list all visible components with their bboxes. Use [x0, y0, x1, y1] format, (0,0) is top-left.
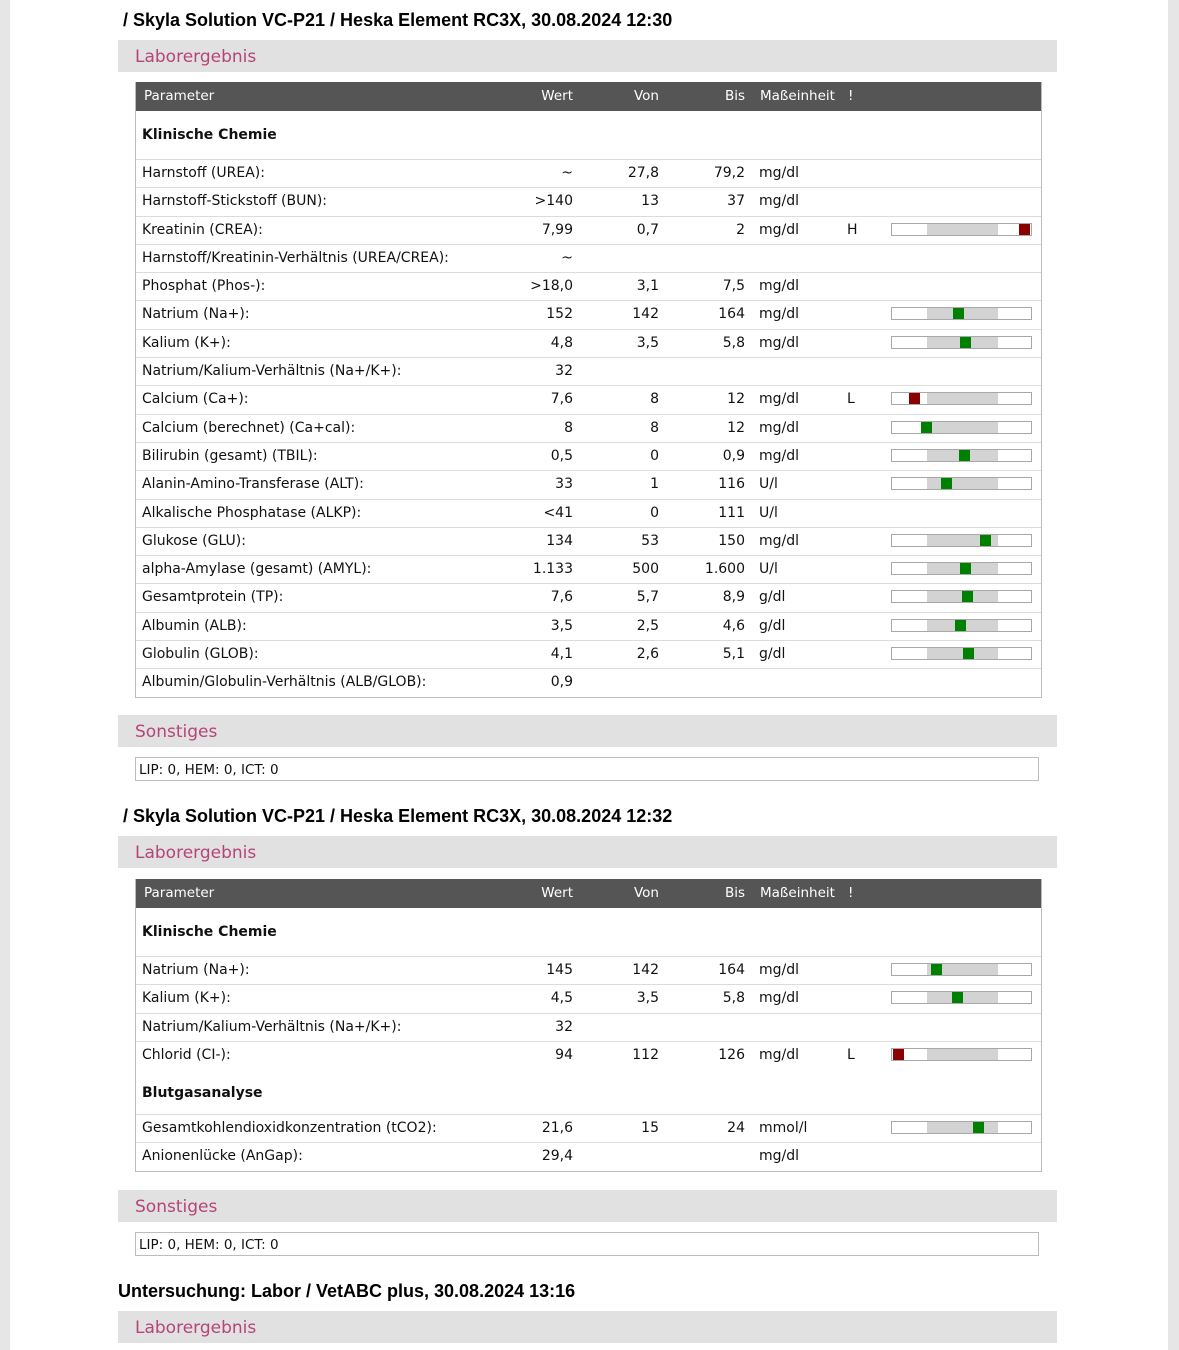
- range-min-cell: 8: [650, 391, 659, 408]
- header-parameter: Parameter: [144, 885, 215, 901]
- table-row: [136, 330, 1041, 358]
- table-row: [136, 641, 1041, 669]
- value-cell: 145: [546, 962, 573, 978]
- table-row: [136, 217, 1041, 245]
- table-row: [136, 301, 1041, 329]
- value-cell: 32: [555, 363, 573, 380]
- range-max-cell: 7,5: [722, 278, 745, 295]
- unit-cell: mg/dl: [759, 221, 800, 238]
- value-cell: 1.133: [532, 561, 573, 578]
- rows-container: [136, 1115, 1041, 1171]
- parameter-name: Calcium (Ca+):: [142, 391, 249, 408]
- value-cell: <41: [543, 504, 573, 521]
- other-info-text: LIP: 0, HEM: 0, ICT: 0: [139, 1237, 279, 1253]
- header-flag: !: [848, 88, 854, 104]
- unit-cell: mg/dl: [759, 1148, 800, 1165]
- value-cell: 3,5: [550, 617, 573, 634]
- range-indicator: [891, 392, 1032, 405]
- unit-cell: U/l: [759, 504, 778, 521]
- range-min-cell: 3,1: [636, 278, 659, 295]
- range-indicator: [891, 223, 1032, 236]
- value-cell: 7,99: [541, 221, 573, 238]
- table-row: [136, 669, 1041, 696]
- range-min-cell: 15: [641, 1120, 659, 1137]
- range-max-cell: 5,8: [722, 334, 745, 351]
- unit-cell: mg/dl: [759, 419, 800, 436]
- normal-range-band: [927, 224, 998, 235]
- table-row: [136, 245, 1041, 273]
- flag-cell: L: [847, 1046, 855, 1063]
- table-row: [136, 443, 1041, 471]
- parameter-name: Glukose (GLU):: [142, 532, 246, 549]
- parameter-name: Gesamtkohlendioxidkonzentration (tCO2):: [142, 1120, 437, 1137]
- flag-cell: L: [847, 391, 855, 408]
- section-header-laborergebnis: [118, 1311, 1057, 1343]
- range-indicator: [891, 449, 1032, 462]
- range-max-cell: 12: [727, 419, 745, 436]
- range-max-cell: 4,6: [722, 617, 745, 634]
- range-min-cell: 0,7: [636, 221, 659, 238]
- report-page: [10, 0, 1168, 1350]
- header-bis: Bis: [724, 885, 745, 901]
- value-cell: 134: [546, 532, 573, 549]
- value-marker: [952, 992, 963, 1003]
- header-unit: Maßeinheit: [760, 88, 835, 104]
- parameter-name: Harnstoff (UREA):: [142, 165, 265, 181]
- results-table: [135, 879, 1042, 1172]
- parameter-name: Natrium (Na+):: [142, 306, 250, 323]
- unit-cell: g/dl: [759, 646, 786, 663]
- range-indicator: [891, 562, 1032, 575]
- section-title: Sonstiges: [135, 722, 218, 742]
- value-cell: 29,4: [541, 1148, 573, 1165]
- value-cell: 4,5: [550, 990, 573, 1007]
- other-info-box: [135, 757, 1039, 781]
- value-marker: [973, 1122, 984, 1133]
- header-wert: Wert: [541, 88, 573, 104]
- range-min-cell: 3,5: [636, 334, 659, 351]
- value-cell: ~: [561, 249, 573, 266]
- range-indicator: [891, 963, 1032, 976]
- section-header-laborergebnis: [118, 40, 1057, 72]
- group-title: Klinische Chemie: [142, 924, 277, 940]
- header-parameter: Parameter: [144, 88, 215, 104]
- range-indicator: [891, 991, 1032, 1004]
- section-title: Laborergebnis: [135, 47, 257, 67]
- range-min-cell: 0: [650, 504, 659, 521]
- parameter-name: Phosphat (Phos-):: [142, 278, 266, 295]
- parameter-name: Globulin (GLOB):: [142, 646, 259, 663]
- range-max-cell: 1.600: [704, 561, 745, 578]
- parameter-name: Albumin/Globulin-Verhältnis (ALB/GLOB):: [142, 674, 427, 691]
- header-flag: !: [848, 885, 854, 901]
- value-cell: >140: [534, 193, 573, 210]
- value-marker: [962, 591, 973, 602]
- value-marker: [1019, 224, 1030, 235]
- range-indicator: [891, 1048, 1032, 1061]
- unit-cell: mg/dl: [759, 391, 800, 408]
- parameter-name: Albumin (ALB):: [142, 617, 247, 634]
- unit-cell: g/dl: [759, 589, 786, 606]
- value-marker: [953, 308, 964, 319]
- parameter-name: Natrium (Na+):: [142, 962, 250, 978]
- normal-range-band: [927, 393, 998, 404]
- value-cell: 152: [546, 306, 573, 323]
- table-row: [136, 1014, 1041, 1042]
- exam-title: Untersuchung: Labor / VetABC plus, 30.08.2024 13:16: [118, 1281, 576, 1301]
- parameter-name: Gesamtprotein (TP):: [142, 589, 284, 606]
- table-row: [136, 500, 1041, 528]
- exam-title: / Skyla Solution VC-P21 / Heska Element RC3X, 30.08.2024 12:32: [123, 806, 673, 826]
- range-max-cell: 164: [718, 306, 745, 323]
- range-max-cell: 150: [718, 532, 745, 549]
- value-cell: 21,6: [541, 1120, 573, 1137]
- unit-cell: U/l: [759, 561, 778, 578]
- range-indicator: [891, 619, 1032, 632]
- range-indicator: [891, 534, 1032, 547]
- normal-range-band: [927, 478, 998, 489]
- range-min-cell: 3,5: [636, 990, 659, 1007]
- unit-cell: mg/dl: [759, 193, 800, 210]
- unit-cell: mg/dl: [759, 165, 800, 181]
- unit-cell: mg/dl: [759, 306, 800, 323]
- table-header: [136, 82, 1041, 111]
- value-cell: 4,1: [550, 646, 573, 663]
- range-max-cell: 24: [727, 1120, 745, 1137]
- flag-cell: H: [847, 221, 858, 238]
- section-title: Laborergebnis: [135, 843, 257, 863]
- parameter-name: Harnstoff-Stickstoff (BUN):: [142, 193, 328, 210]
- table-row: [136, 1115, 1041, 1143]
- value-marker: [909, 393, 920, 404]
- results-table: [135, 82, 1042, 698]
- value-marker: [955, 620, 966, 631]
- range-min-cell: 1: [650, 476, 659, 493]
- normal-range-band: [927, 1049, 998, 1060]
- parameter-name: Harnstoff/Kreatinin-Verhältnis (UREA/CREA):: [142, 249, 449, 266]
- table-row: [136, 160, 1041, 188]
- parameter-name: Alkalische Phosphatase (ALKP):: [142, 504, 362, 521]
- range-min-cell: 142: [632, 962, 659, 978]
- section-title: Sonstiges: [135, 1197, 218, 1217]
- range-max-cell: 164: [718, 962, 745, 978]
- range-max-cell: 5,1: [722, 646, 745, 663]
- range-min-cell: 500: [632, 561, 659, 578]
- range-indicator: [891, 336, 1032, 349]
- parameter-name: Natrium/Kalium-Verhältnis (Na+/K+):: [142, 363, 402, 380]
- value-marker: [893, 1049, 904, 1060]
- exam-title: / Skyla Solution VC-P21 / Heska Element RC3X, 30.08.2024 12:30: [123, 10, 673, 30]
- range-min-cell: 5,7: [636, 589, 659, 606]
- table-row: [136, 273, 1041, 301]
- table-row: [136, 1143, 1041, 1170]
- table-row: [136, 358, 1041, 386]
- range-min-cell: 27,8: [627, 165, 659, 181]
- table-row: [136, 188, 1041, 216]
- section-title: Laborergebnis: [135, 1318, 257, 1338]
- parameter-name: Chlorid (CI-):: [142, 1046, 231, 1063]
- table-row: [136, 386, 1041, 414]
- value-marker: [959, 450, 970, 461]
- parameter-name: alpha-Amylase (gesamt) (AMYL):: [142, 561, 372, 578]
- range-max-cell: 5,8: [722, 990, 745, 1007]
- value-cell: 0,9: [550, 674, 573, 691]
- table-row: [136, 584, 1041, 612]
- value-marker: [963, 648, 974, 659]
- parameter-name: Kreatinin (CREA):: [142, 221, 263, 238]
- table-row: [136, 957, 1041, 985]
- other-info-text: LIP: 0, HEM: 0, ICT: 0: [139, 762, 279, 778]
- value-cell: 7,6: [550, 589, 573, 606]
- range-min-cell: 53: [641, 532, 659, 549]
- unit-cell: mg/dl: [759, 1046, 800, 1063]
- range-min-cell: 13: [641, 193, 659, 210]
- unit-cell: U/l: [759, 476, 778, 493]
- value-cell: 94: [555, 1046, 573, 1063]
- table-row: [136, 1042, 1041, 1069]
- table-row: [136, 415, 1041, 443]
- section-header-sonstiges: [118, 1190, 1057, 1222]
- range-indicator: [891, 590, 1032, 603]
- table-row: [136, 471, 1041, 499]
- unit-cell: mg/dl: [759, 532, 800, 549]
- rows-container: [136, 160, 1041, 697]
- range-min-cell: 8: [650, 419, 659, 436]
- range-indicator: [891, 421, 1032, 434]
- group-header: [136, 111, 1041, 160]
- value-cell: 8: [564, 419, 573, 436]
- parameter-name: Bilirubin (gesamt) (TBIL):: [142, 447, 318, 464]
- unit-cell: mg/dl: [759, 447, 800, 464]
- range-indicator: [891, 1121, 1032, 1134]
- value-marker: [931, 964, 942, 975]
- range-max-cell: 37: [727, 193, 745, 210]
- range-max-cell: 2: [736, 221, 745, 238]
- value-cell: 4,8: [550, 334, 573, 351]
- normal-range-band: [927, 1122, 998, 1133]
- range-indicator: [891, 477, 1032, 490]
- header-von: Von: [633, 88, 659, 104]
- value-cell: 7,6: [550, 391, 573, 408]
- range-min-cell: 142: [632, 306, 659, 323]
- unit-cell: g/dl: [759, 617, 786, 634]
- parameter-name: Kalium (K+):: [142, 990, 231, 1007]
- range-max-cell: 12: [727, 391, 745, 408]
- unit-cell: mg/dl: [759, 334, 800, 351]
- parameter-name: Natrium/Kalium-Verhältnis (Na+/K+):: [142, 1018, 402, 1035]
- table-row: [136, 985, 1041, 1013]
- value-cell: ~: [561, 165, 573, 181]
- value-marker: [960, 563, 971, 574]
- range-indicator: [891, 647, 1032, 660]
- value-cell: >18,0: [530, 278, 573, 295]
- rows-container: [136, 957, 1041, 1069]
- group-title: Blutgasanalyse: [142, 1085, 263, 1102]
- other-info-box: [135, 1232, 1039, 1256]
- range-min-cell: 112: [632, 1046, 659, 1063]
- range-max-cell: 126: [718, 1046, 745, 1063]
- parameter-name: Calcium (berechnet) (Ca+cal):: [142, 419, 356, 436]
- range-min-cell: 2,6: [636, 646, 659, 663]
- value-marker: [960, 337, 971, 348]
- section-header-sonstiges: [118, 715, 1057, 747]
- unit-cell: mg/dl: [759, 962, 800, 978]
- range-max-cell: 79,2: [713, 165, 745, 181]
- section-header-laborergebnis: [118, 836, 1057, 868]
- range-max-cell: 8,9: [722, 589, 745, 606]
- header-wert: Wert: [541, 885, 573, 901]
- header-von: Von: [633, 885, 659, 901]
- value-marker: [941, 478, 952, 489]
- parameter-name: Kalium (K+):: [142, 334, 231, 351]
- value-cell: 33: [555, 476, 573, 493]
- normal-range-band: [927, 422, 998, 433]
- table-row: [136, 613, 1041, 641]
- unit-cell: mg/dl: [759, 278, 800, 295]
- header-bis: Bis: [724, 88, 745, 104]
- range-indicator: [891, 307, 1032, 320]
- table-header: [136, 879, 1041, 908]
- range-min-cell: 0: [650, 447, 659, 464]
- range-max-cell: 111: [718, 504, 745, 521]
- value-cell: 32: [555, 1018, 573, 1035]
- group-title: Klinische Chemie: [142, 127, 277, 143]
- table-row: [136, 528, 1041, 556]
- parameter-name: Anionenlücke (AnGap):: [142, 1148, 303, 1165]
- value-marker: [980, 535, 991, 546]
- range-max-cell: 116: [718, 476, 745, 493]
- header-unit: Maßeinheit: [760, 885, 835, 901]
- unit-cell: mg/dl: [759, 990, 800, 1007]
- value-marker: [921, 422, 932, 433]
- group-header: [136, 908, 1041, 957]
- table-row: [136, 556, 1041, 584]
- group-header: [136, 1069, 1041, 1115]
- unit-cell: mmol/l: [759, 1120, 808, 1137]
- range-max-cell: 0,9: [722, 447, 745, 464]
- range-min-cell: 2,5: [636, 617, 659, 634]
- value-cell: 0,5: [550, 447, 573, 464]
- parameter-name: Alanin-Amino-Transferase (ALT):: [142, 476, 364, 493]
